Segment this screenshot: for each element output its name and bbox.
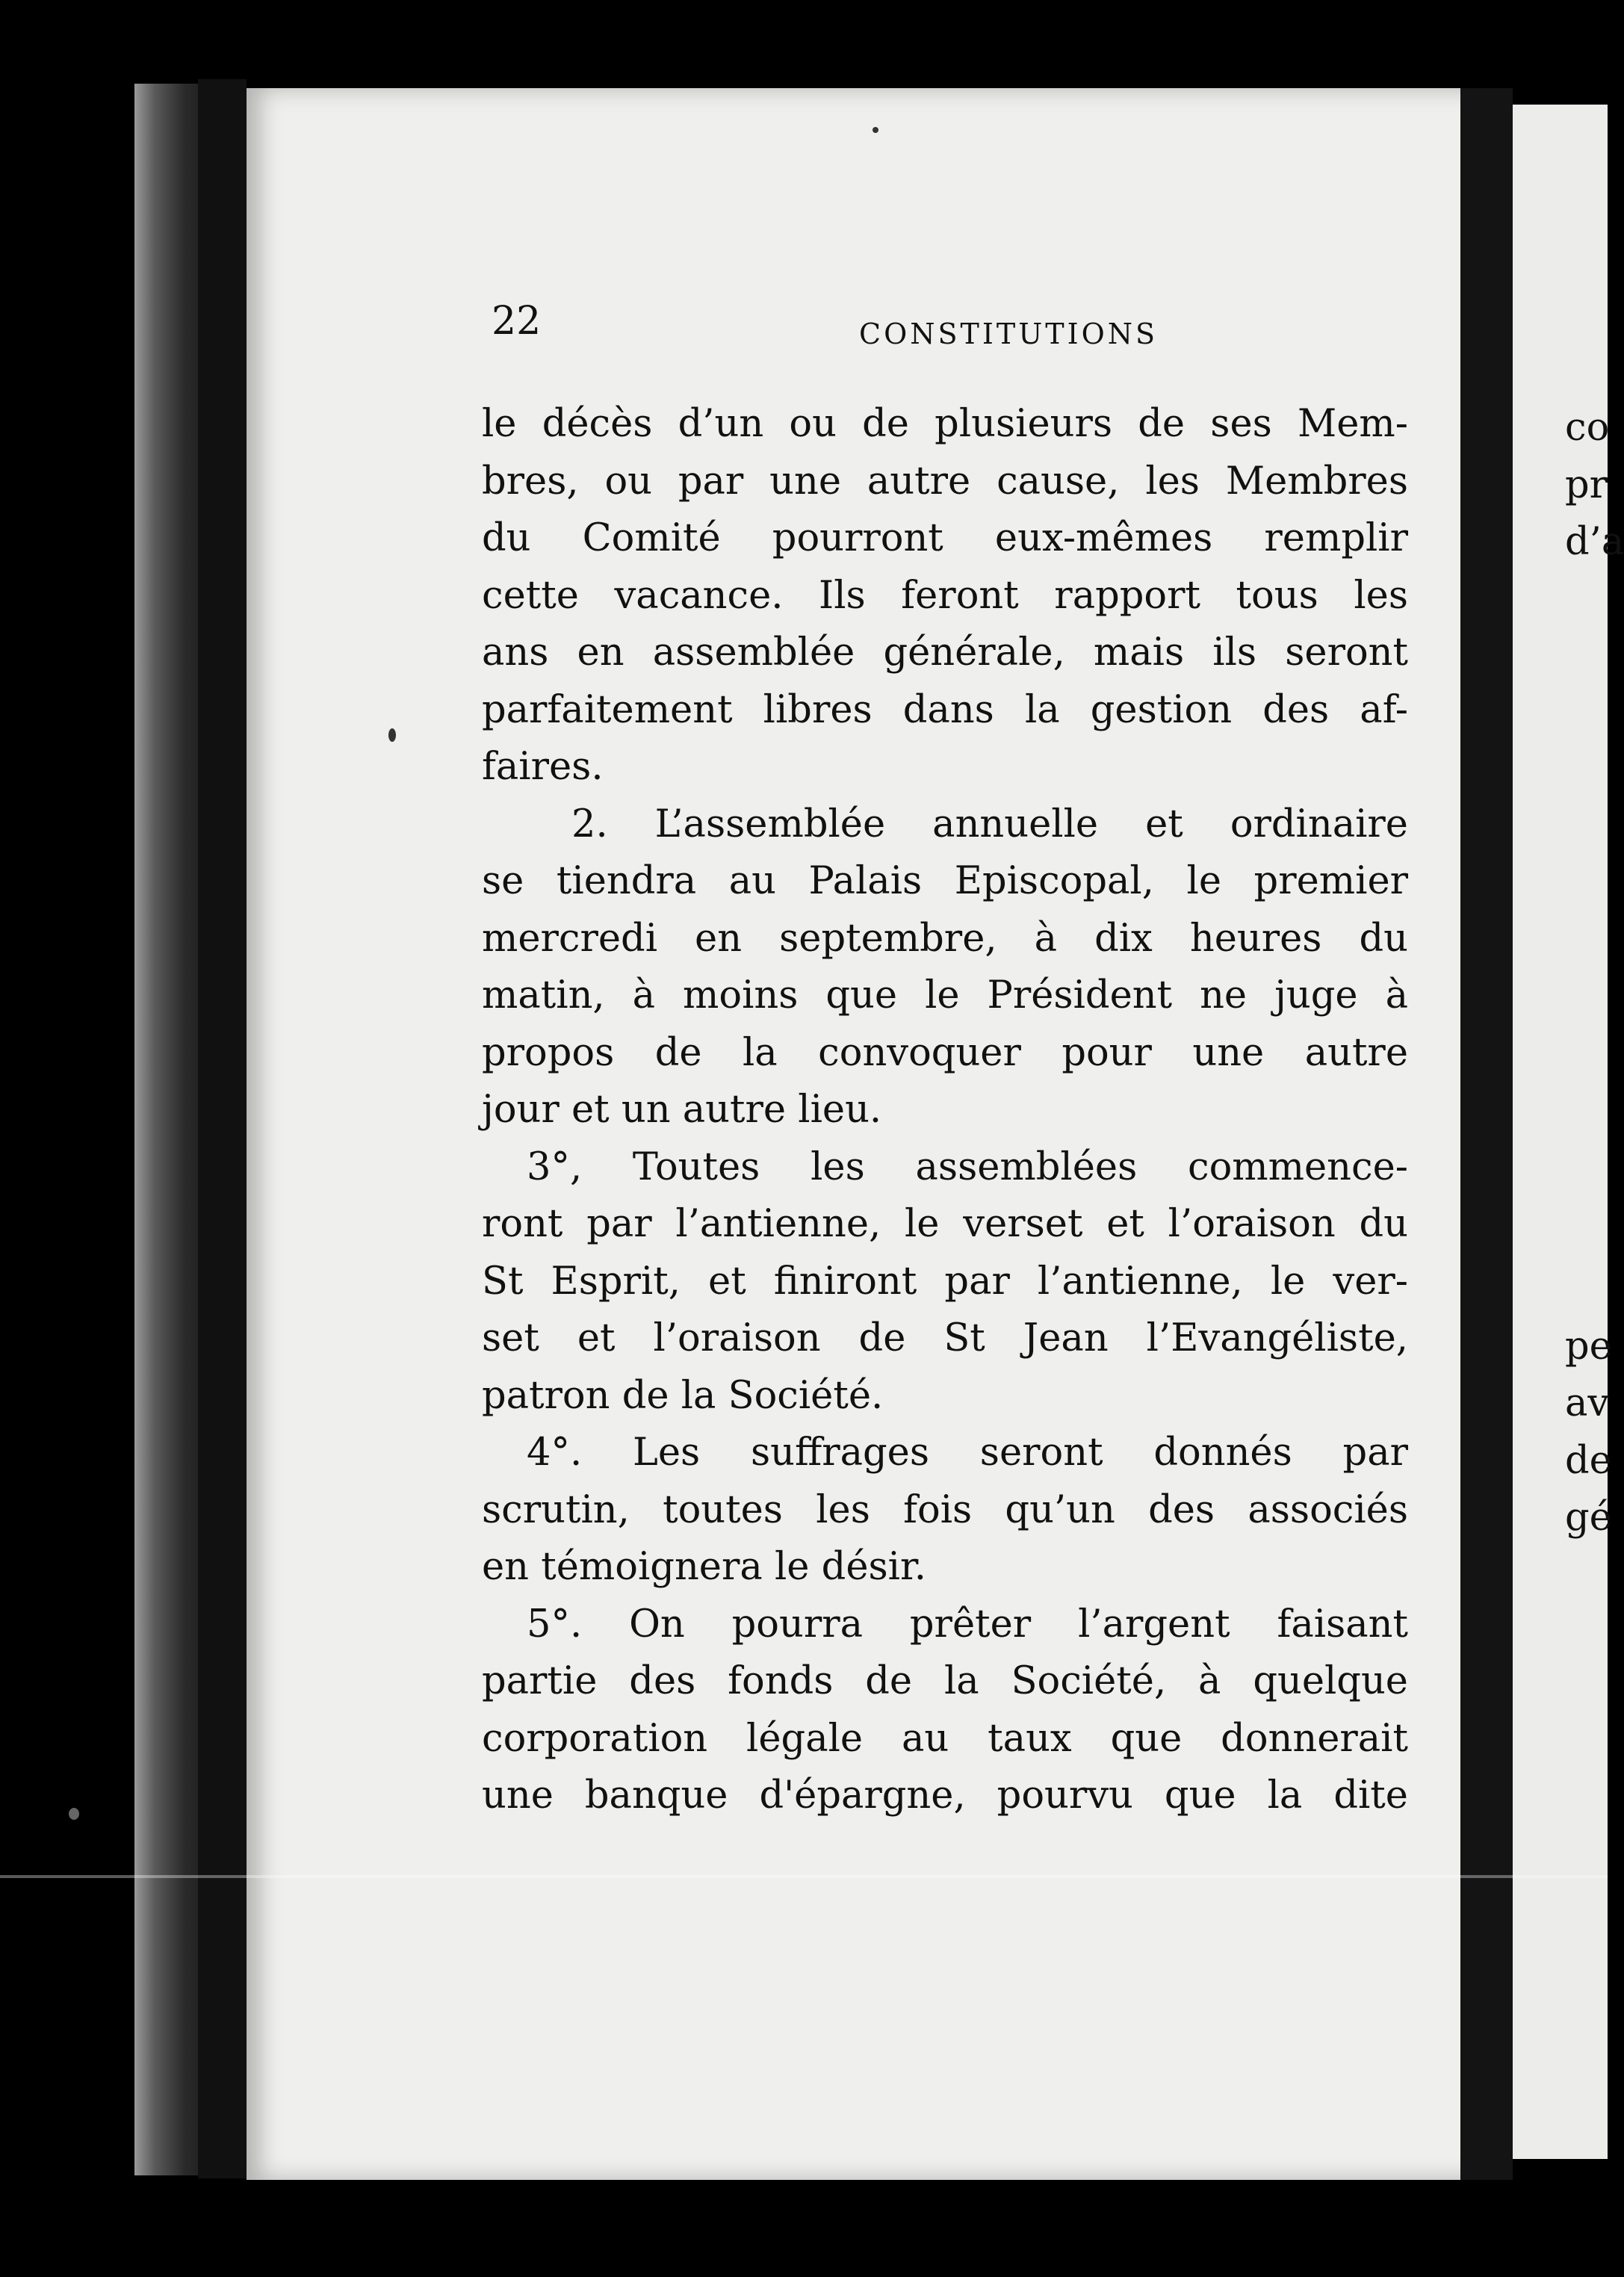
text-line: une banque d'épargne, pourvu que la dite <box>482 1773 1408 1818</box>
fragment: pe <box>1565 1324 1612 1369</box>
text-line: partie des fonds de la Société, à quelque <box>482 1659 1408 1703</box>
text-line: 4°. Les suffrages seront donnés par <box>527 1431 1408 1475</box>
page-gutter <box>1460 88 1513 2180</box>
text-line: cette vacance. Ils feront rapport tous les <box>482 573 1408 618</box>
fragment: pr <box>1565 462 1608 507</box>
text-line: mercredi en septembre, à dix heures du <box>482 916 1408 961</box>
fragment: av <box>1565 1381 1610 1425</box>
text-line: ans en assemblée générale, mais ils seront <box>482 631 1408 675</box>
dust-speck <box>873 127 878 133</box>
fragment: gé <box>1565 1496 1612 1540</box>
text-line: le décès d’un ou de plusieurs de ses Mem- <box>482 402 1408 446</box>
fragment: d’a <box>1565 520 1624 564</box>
text-line: patron de la Société. <box>482 1373 884 1418</box>
text-line: se tiendra au Palais Episcopal, le premier <box>482 859 1408 903</box>
spine-shadow <box>198 79 247 2178</box>
fragment: de <box>1565 1438 1612 1483</box>
running-head: CONSTITUTIONS <box>859 317 1159 350</box>
text-line: propos de la convoquer pour une autre <box>482 1030 1408 1075</box>
text-line: en témoignera le désir. <box>482 1545 926 1589</box>
text-line: jour et un autre lieu. <box>482 1088 882 1132</box>
page-number: 22 <box>492 299 542 344</box>
fragment: co <box>1565 406 1610 450</box>
text-line: corporation légale au taux que donnerait <box>482 1716 1408 1761</box>
text-line: 5°. On pourra prêter l’argent faisant <box>527 1602 1408 1646</box>
text-line: bres, ou par une autre cause, les Membres <box>482 459 1408 504</box>
dust-speck <box>69 1808 79 1820</box>
adjacent-page-text-fragments <box>1565 400 1624 1547</box>
text-line: ront par l’antienne, le verset et l’oraison du <box>482 1202 1408 1246</box>
text-line: faires. <box>482 745 604 789</box>
scan-artifact-line <box>0 1875 1608 1878</box>
text-line: scrutin, toutes les fois qu’un des associés <box>482 1487 1408 1532</box>
text-line: 3°, Toutes les assemblées commence- <box>527 1144 1408 1189</box>
dust-speck <box>388 728 396 742</box>
text-line: matin, à moins que le Président ne juge à <box>482 973 1408 1017</box>
text-line: 2. L’assemblée annuelle et ordinaire <box>571 802 1408 846</box>
text-line: set et l’oraison de St Jean l’Evangéliste, <box>482 1316 1408 1360</box>
text-line: du Comité pourront eux-mêmes remplir <box>482 516 1408 560</box>
text-line: parfaitement libres dans la gestion des af- <box>482 687 1408 732</box>
text-line: St Esprit, et finiront par l’antienne, le ver- <box>482 1259 1408 1304</box>
page-body-text <box>482 396 1408 1825</box>
